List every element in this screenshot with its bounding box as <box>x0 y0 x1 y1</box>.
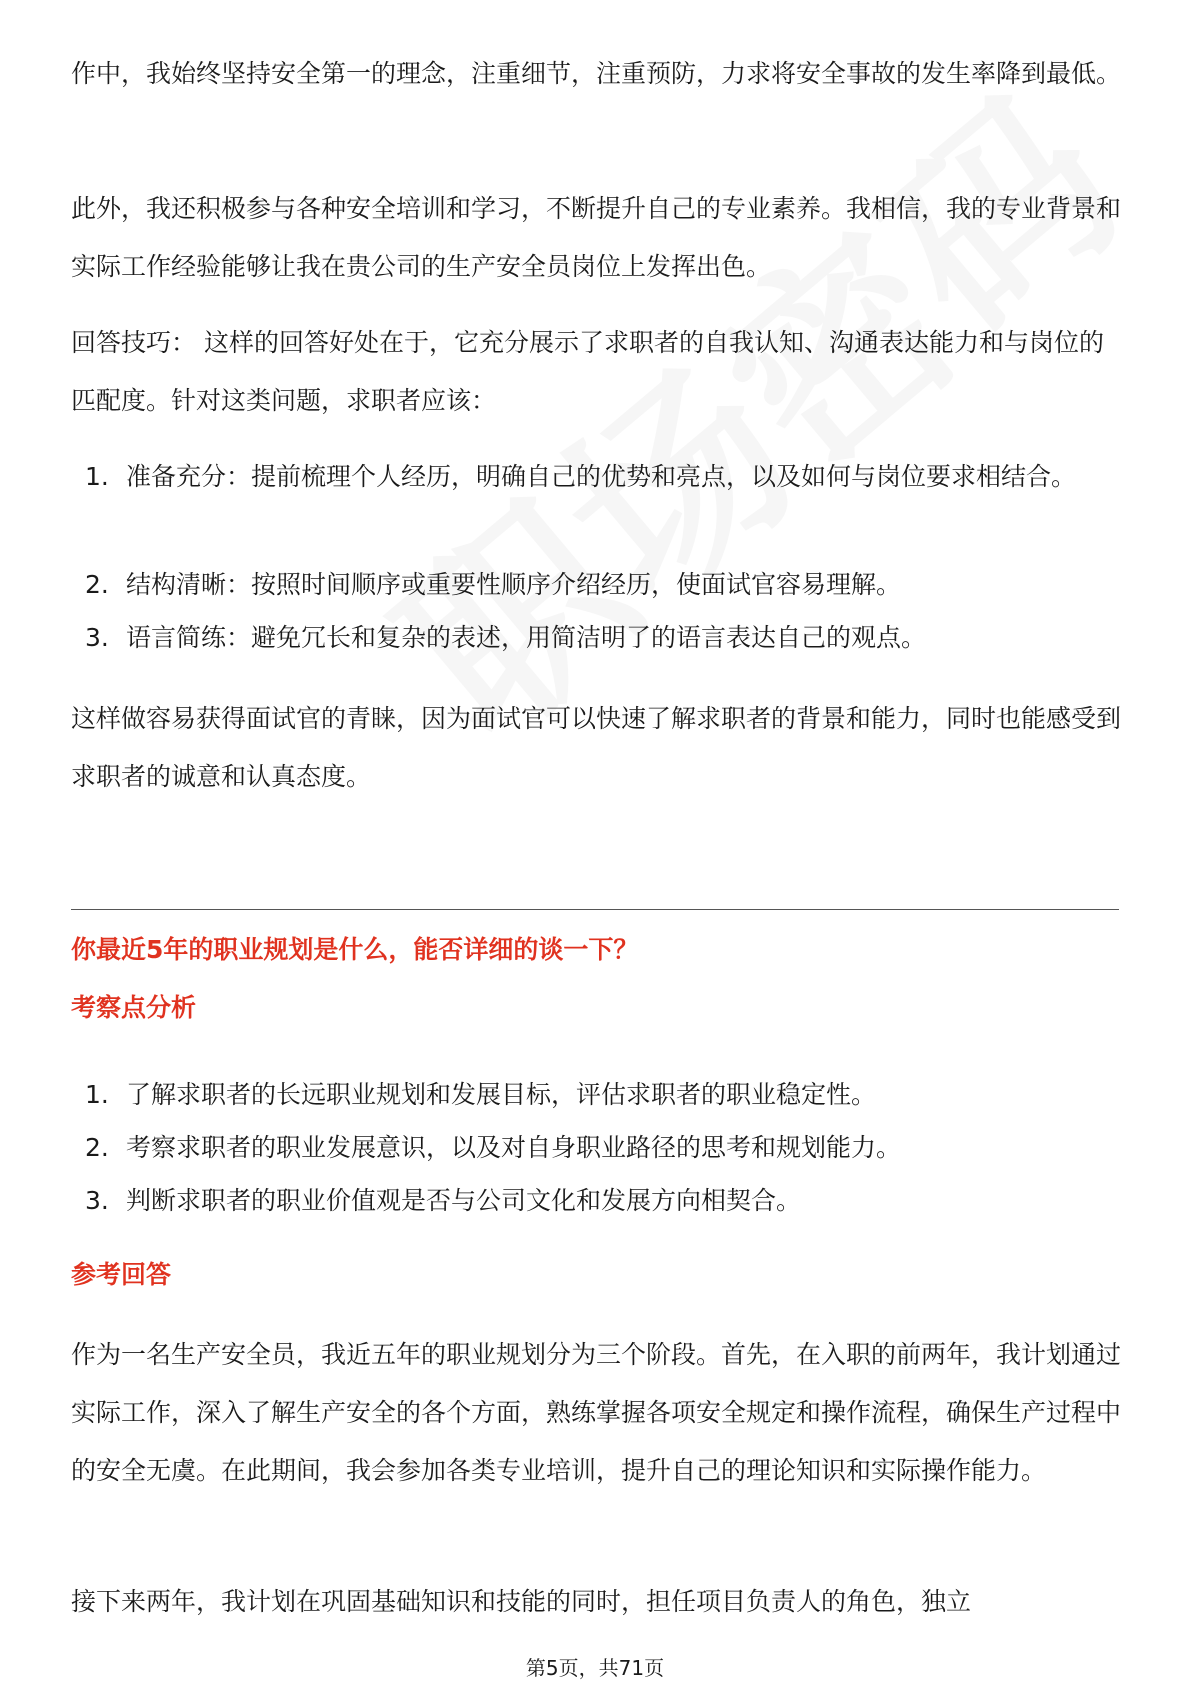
analysis-list-item-1 <box>71 1066 1121 1124</box>
list-number: 1. <box>85 462 109 491</box>
list-number: 2. <box>85 570 109 599</box>
list-text: 考察求职者的职业发展意识，以及对自身职业路径的思考和规划能力。 <box>126 1133 902 1162</box>
list-number: 2. <box>85 1133 109 1162</box>
paragraph-conclusion: 这样做容易获得面试官的青睐，因为面试官可以快速了解求职者的背景和能力，同时也能感受到求职者的诚意和认真态度。 <box>71 704 1122 791</box>
list-text: 了解求职者的长远职业规划和发展目标，评估求职者的职业稳定性。 <box>126 1080 877 1109</box>
analysis-list-item-3 <box>71 1172 1121 1230</box>
analysis-heading: 考察点分析 <box>71 993 197 1022</box>
list-text: 语言简练：避免冗长和复杂的表述，用简洁明了的语言表达自己的观点。 <box>126 623 927 652</box>
question-title: 你最近5年的职业规划是什么，能否详细的谈一下？ <box>71 935 639 964</box>
list-text: 判断求职者的职业价值观是否与公司文化和发展方向相契合。 <box>126 1186 802 1215</box>
analysis-list-item-2 <box>71 1119 1121 1177</box>
paragraph-1: 作中，我始终坚持安全第一的理念，注重细节，注重预防，力求将安全事故的发生率降到最低。 <box>71 59 1122 88</box>
page-number-footer: 第5页，共71页 <box>525 1656 665 1680</box>
paragraph-next-two-years: 接下来两年，我计划在巩固基础知识和技能的同时，担任项目负责人的角色，独立 <box>71 1587 972 1616</box>
paragraph-2: 此外，我还积极参与各种安全培训和学习，不断提升自己的专业素养。我相信，我的专业背景和实际工作经验能够让我在贵公司的生产安全员岗位上发挥出色。 <box>71 194 1122 281</box>
section-divider <box>71 909 1119 910</box>
paragraph-answer-tips: 回答技巧： 这样的回答好处在于，它充分展示了求职者的自我认知、沟通表达能力和与岗位的匹配度。针对这类问题，求职者应该： <box>71 328 1104 415</box>
list-text: 准备充分：提前梳理个人经历，明确自己的优势和亮点，以及如何与岗位要求相结合。 <box>126 462 1077 491</box>
paragraph-reference-answer: 作为一名生产安全员，我近五年的职业规划分为三个阶段。首先，在入职的前两年，我计划通过实际工作，深入了解生产安全的各个方面，熟练掌握各项安全规定和操作流程，确保生产过程中的安全无虞。在此期间，我会参加各类专业培训，提升自己的理论知识和实际操作能力。 <box>71 1340 1122 1485</box>
list-number: 3. <box>85 623 109 652</box>
tips-list-item-3 <box>71 609 1121 667</box>
answer-heading: 参考回答 <box>71 1260 172 1289</box>
list-number: 1. <box>85 1080 109 1109</box>
tips-list-item-2 <box>71 556 1121 614</box>
list-text: 结构清晰：按照时间顺序或重要性顺序介绍经历，使面试官容易理解。 <box>126 570 902 599</box>
tips-list-item-1 <box>71 448 1121 506</box>
list-number: 3. <box>85 1186 109 1215</box>
